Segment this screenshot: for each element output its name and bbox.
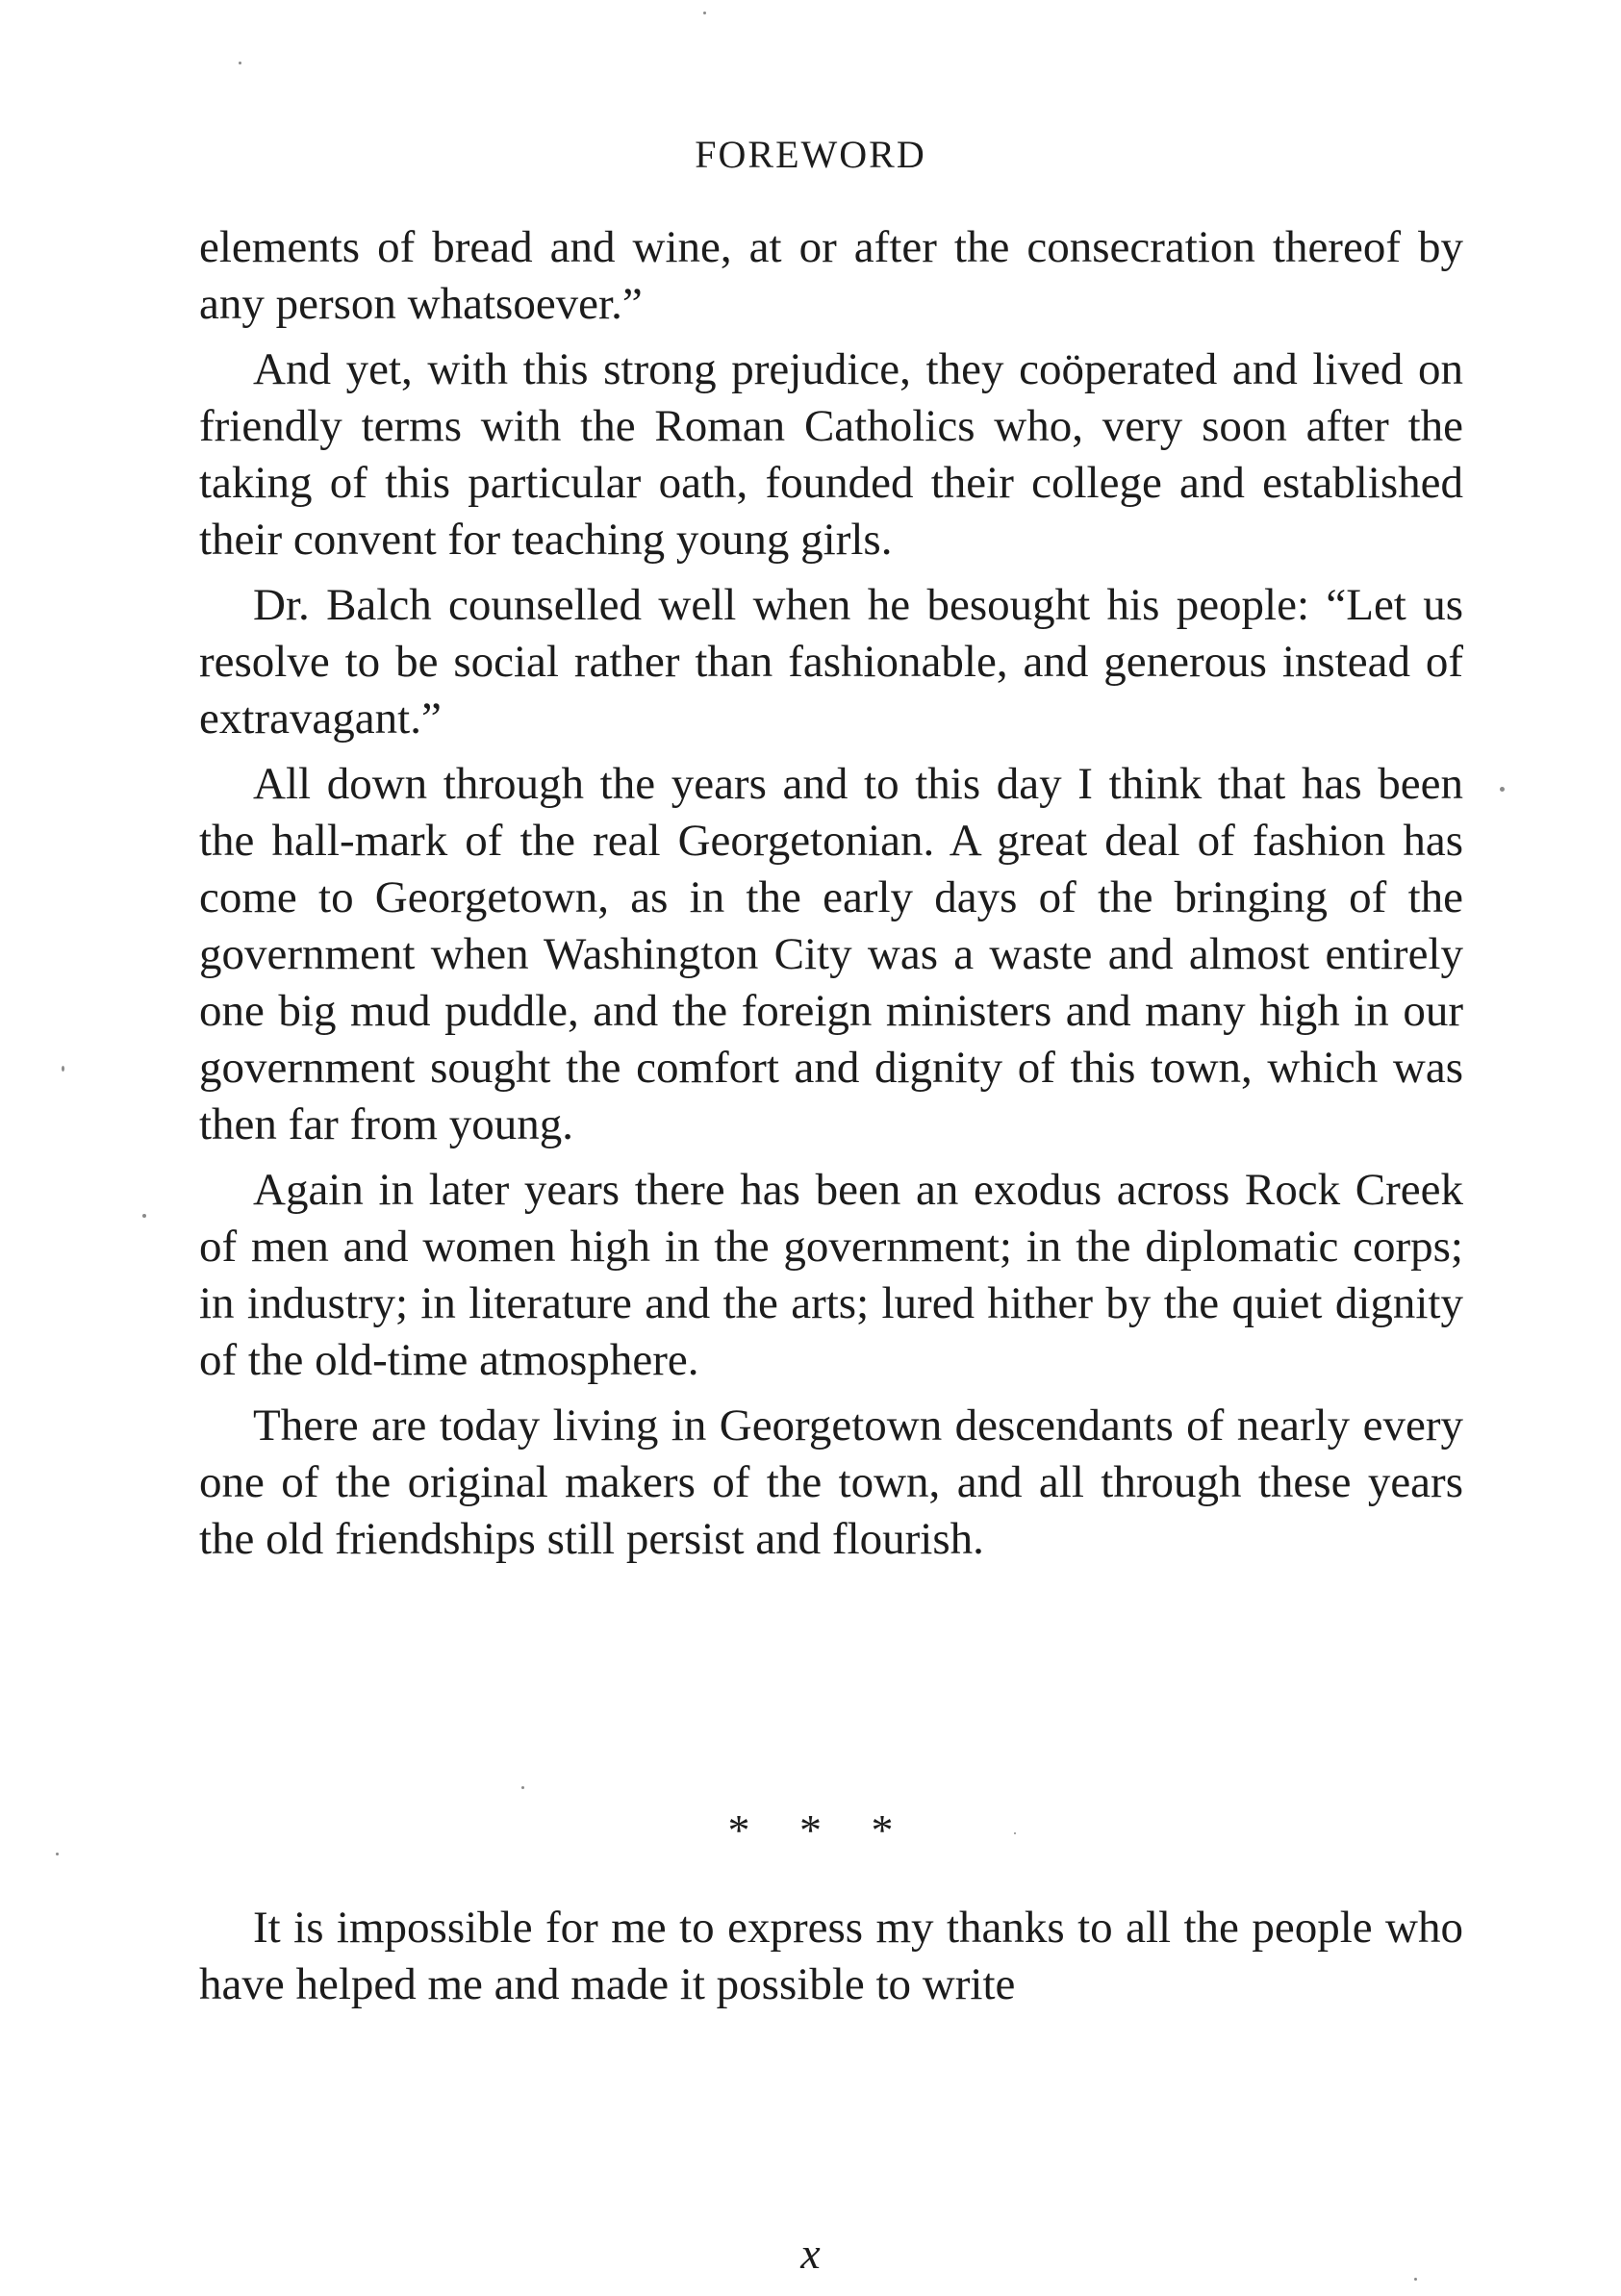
paragraph: All down through the years and to this day I think that has been the hall-mark of the real Georgetonian. A great deal of fashion has come to Georgetown, as in the early days of the bringing of the government when Washington City was a waste and almost entirely one big mud puddle, and the foreign ministers and many high in our government sought the comfort and dignity of this town, which was then far from young. [199, 759, 1463, 1149]
scan-speck [142, 1214, 146, 1218]
paragraph-continuation: elements of bread and wine, at or after the consecration thereof by any person whatsoever.” [199, 222, 1463, 329]
scan-speck [521, 1786, 524, 1789]
body-text [199, 219, 1463, 1568]
scan-speck [239, 62, 241, 64]
scan-speck [56, 1853, 59, 1855]
scan-speck [1500, 787, 1505, 792]
scan-speck [1414, 2278, 1417, 2281]
paragraph: And yet, with this strong prejudice, they coöperated and lived on friendly terms with the Roman Catholics who, very soon after the taking of this particular oath, founded their college and established their convent for teaching young girls. [199, 344, 1463, 565]
page-number: x [800, 2229, 821, 2278]
paragraph: Dr. Balch counselled well when he besought his people: “Let us resolve to be social rather than fashionable, and generous instead of extravagant.” [199, 580, 1463, 744]
section-break: * * * [727, 1805, 894, 1854]
paragraph: There are today living in Georgetown descendants of nearly every one of the original makers of the town, and all through these years the old friendships still persist and flourish. [199, 1400, 1463, 1564]
scan-speck [62, 1066, 64, 1072]
running-head: FOREWORD [695, 133, 926, 176]
paragraph: It is impossible for me to express my thanks to all the people who have helped me and made it possible to write [199, 1903, 1463, 2009]
scan-speck [1014, 1832, 1016, 1834]
scan-speck [703, 12, 706, 14]
paragraph: Again in later years there has been an exodus across Rock Creek of men and women high in the government; in the diplomatic corps; in industry; in literature and the arts; lured hither by the quiet dignity of the old-time atmosphere. [199, 1165, 1463, 1385]
closing-text [199, 1900, 1463, 2013]
